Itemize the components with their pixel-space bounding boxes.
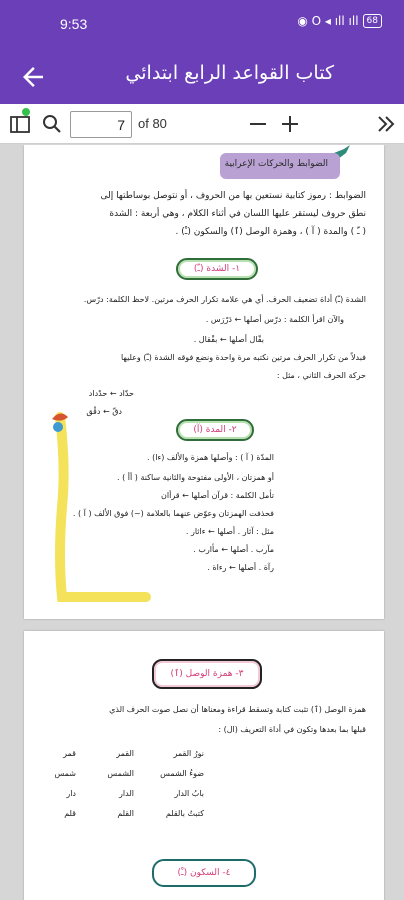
notification-dot (22, 108, 30, 116)
app-title: كتاب القواعد الرابع ابتدائي (125, 62, 334, 84)
section-title-box (152, 659, 262, 689)
zoom-in-icon[interactable] (278, 112, 302, 136)
battery-icon: 68 (363, 14, 382, 28)
example-word: كتبتُ بالقلم (165, 809, 204, 818)
section-title: ٢- المدة (آ) (193, 425, 237, 435)
status-indicators: ◉ O ◂ ıll ıll (297, 14, 359, 28)
body-line: فحذفت الهمزتان وعوّض عنهما بالعلامة (~) فوق الألف ( آ ) . (72, 509, 274, 518)
body-line: مآرب . أصلها ← مأارب . (193, 545, 274, 554)
section-title: ٤- السكون (ـْ) (177, 868, 231, 878)
body-line: حدّاد ← حدْداد (88, 389, 134, 398)
body-line: المدّة ( آ ) : وأصلها همزة والألف (ءا) . (147, 453, 274, 462)
app-bar (0, 50, 404, 104)
example-word: القمر (116, 749, 134, 758)
body-line: قبلها بما بعدها وتكون في أداة التعريف (ال) : (218, 725, 366, 734)
status-icons (297, 14, 382, 28)
example-word: دار (66, 789, 76, 798)
search-icon[interactable] (40, 112, 64, 136)
example-word: الشمس (107, 769, 134, 778)
body-line: حركة الحرف الثاني ، مثل : (276, 371, 366, 380)
example-word: الدار (119, 789, 134, 798)
example-word: ضوءُ الشمس (160, 769, 204, 778)
section-title: ٣- همزة الوصل (ٱ) (170, 669, 244, 679)
section-title-box (176, 258, 258, 280)
section-header-text: الضوابط والحركات الإعرابية (224, 159, 328, 169)
intro-line: ( ـّ ) والمدة ( آ ) ، وهمزة الوصل (ٱ) والسكون (ـْ) . (175, 227, 366, 237)
body-line: تأمل الكلمة : قرآن أصلها ← قرأان (161, 491, 274, 500)
example-word: القلم (117, 809, 134, 818)
body-line: رآة . أصلها ← رءاة . (207, 563, 274, 572)
page-total: of 80 (138, 116, 167, 131)
example-word: نورُ القمر (173, 749, 204, 758)
example-word: قمر (63, 749, 76, 758)
pdf-page (24, 631, 384, 900)
example-word: شمس (54, 769, 76, 778)
body-line: همزة الوصل (ٱ) تثبت كتابة وتسقط قراءة ومعناها أن نصل صوت الحرف الذي (109, 705, 366, 714)
intro-line: نطق حروف ليستقر عليها اللسان في أثناء الكلام ، وهي أربعة : الشدة (109, 209, 366, 219)
bookmarks-panel-icon[interactable] (8, 112, 32, 136)
body-line: دقّ ← دقْق (86, 407, 122, 416)
section-title: ١- الشدة (ـّ) (193, 264, 241, 274)
page-number-input[interactable] (70, 111, 132, 138)
section-header-tag (220, 153, 340, 179)
pdf-viewer[interactable] (0, 145, 404, 900)
intro-line: الضوابط : رموز كتابية نستعين بها من الحروف ، أو نتوصل بوساطتها إلى (100, 191, 366, 201)
double-chevron-right-icon[interactable] (374, 112, 398, 136)
body-line: الشدة (ـّ) أداة تضعيف الحرف. أي هي علامة تكرار الحرف مرتين. لاحظ الكلمة: درّس. (83, 295, 366, 304)
example-word: قلم (64, 809, 76, 818)
body-line: أو همزتان ، الأولى مفتوحة والثانية ساكنة ( أأ ) . (117, 473, 274, 482)
status-time: 9:53 (60, 16, 88, 32)
section-title-box (152, 859, 256, 887)
body-line: فبدلاً من تكرار الحرف مرتين نكتبه مرة واحدة ونضع فوقه الشدة (ـّ) وعليها (120, 353, 366, 362)
decorative-vine (36, 407, 156, 607)
back-arrow-icon[interactable] (18, 62, 48, 92)
example-word: بابُ الدار (174, 789, 204, 798)
zoom-out-icon[interactable] (246, 112, 270, 136)
pdf-toolbar (0, 104, 404, 144)
body-line: والآن اقرأ الكلمة : درّس أصلها ← دَرْرَس . (205, 315, 344, 324)
status-bar (0, 0, 404, 50)
pdf-page (24, 145, 384, 619)
section-title-box (176, 419, 254, 441)
body-line: مثل : آثار . أصلها ← ءاثار . (185, 527, 274, 536)
body-line: بقّال أصلها ← بقْقال . (193, 335, 264, 344)
